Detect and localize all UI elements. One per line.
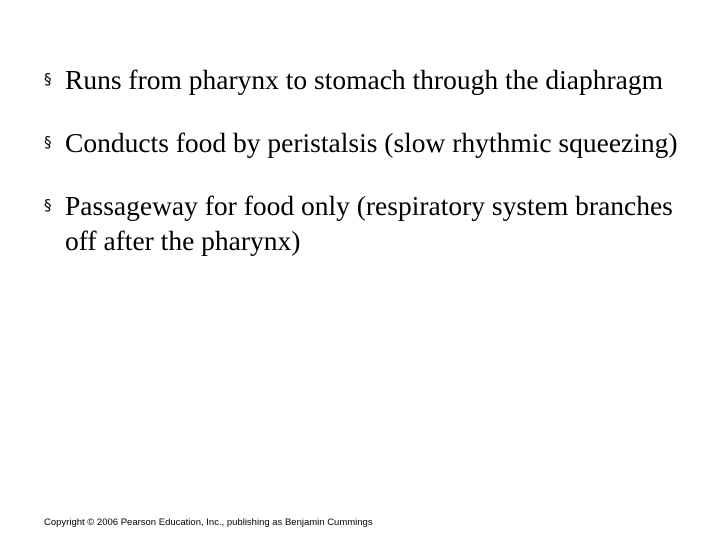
copyright-footer: Copyright © 2006 Pearson Education, Inc., publishing as Benjamin Cummings [44,517,373,528]
bullet-text: Conducts food by peristalsis (slow rhythmic squeezing) [65,127,678,158]
section-sign-icon: § [44,70,52,88]
bullet-item [44,188,684,258]
bullet-item [44,62,684,97]
bullet-text: Runs from pharynx to stomach through the diaphragm [65,64,664,95]
section-sign-icon: § [44,196,52,214]
bullet-item [44,125,684,160]
section-sign-icon: § [44,133,52,151]
bullet-list [44,62,684,286]
bullet-text: Passageway for food only (respiratory system branches off after the pharynx) [65,190,673,256]
